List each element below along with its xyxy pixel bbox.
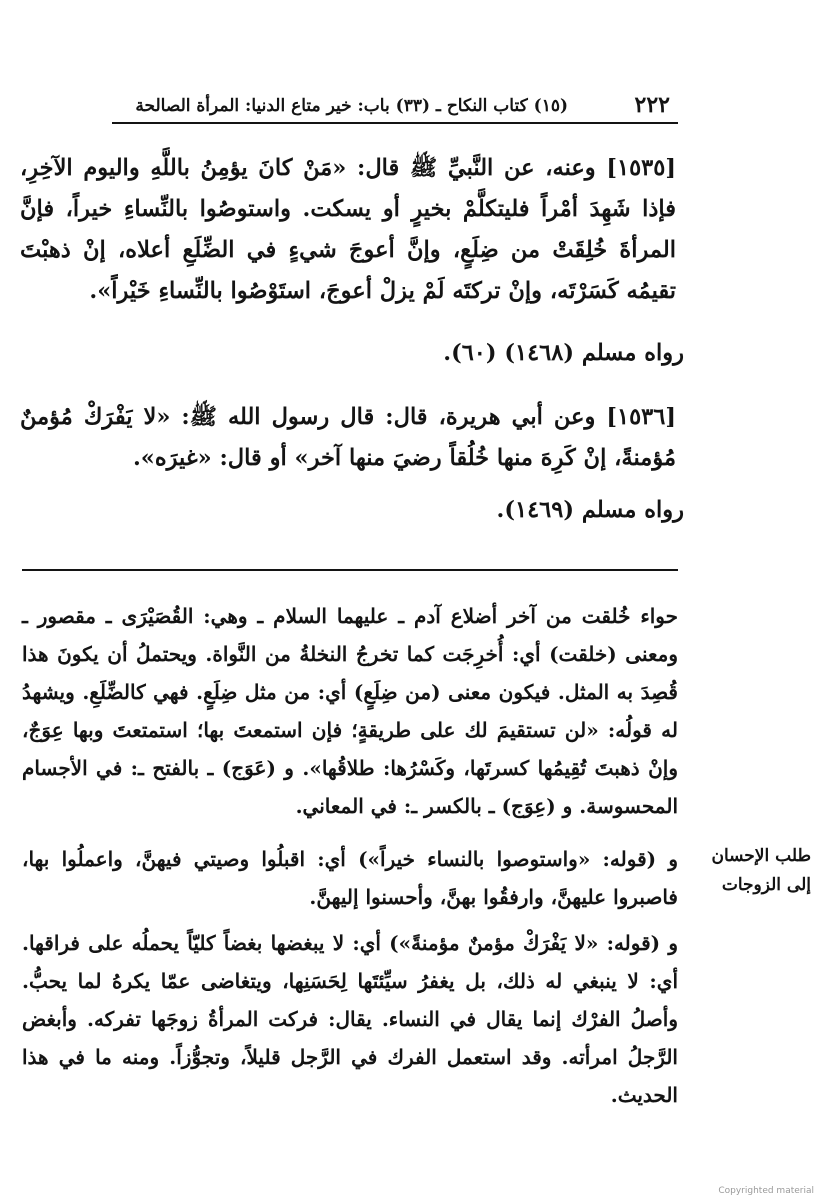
hadith-1536-text: [١٥٣٦] وعن أبي هريرة، قال: قال رسول الله ﷺ: «لا يَفْرَكْ مُؤمنٌ مُؤمنةً، إنْ كَرِهَ منها خُلُقاً رضيَ منها آخر» أو قال: «غيرَه».	[20, 404, 676, 471]
hadith-1535-text: [١٥٣٥] وعنه، عن النَّبيِّ ﷺ قال: «مَنْ كانَ يؤمِنُ باللَّهِ واليوم الآخِرِ، فإذا شَهِدَ أمْراً فليتكلَّمْ بخيرٍ أو يسكت. واستوصُوا بالنِّساءِ خيراً، فإنَّ المرأةَ خُلِقَتْ من ضِلَعٍ، وإنَّ أعوجَ شيءٍ في الضِّلَعِ أعلاه، إنْ ذهبْتَ تقيمُه كَسَرْتَه، وإنْ تركتَه لَمْ يزلْ أعوجَ، استَوْصُوا بالنِّساءِ خَيْراً».	[20, 155, 676, 304]
commentary-paragraph-2: و (قوله: «واستوصوا بالنساء خيراً») أي: اقبلُوا وصيتي فيهنَّ، واعملُوا بها، فاصبروا عليهنَّ، وارفقُوا بهنَّ، وأحسنوا إليهنَّ.	[22, 847, 678, 909]
commentary-paragraph-3: و (قوله: «لا يَفْرَكْ مؤمنٌ مؤمنةً») أي: لا يبغضها بغضاً كليّاً يحملُه على فراقها. أي: لا ينبغي له ذلك، بل يغفرُ سيِّئتَها لِحَسَنِها، ويتغاضى عمّا يكرهُ لما يحبُّ. وأصلُ الفرْك إنما يقال في النساء. يقال: فركت المرأةُ زوجَها تفركه. وأبغض الرَّجلُ امرأته. وقد استعمل الفرك في الرَّجل قليلاً، وتجوُّزاً. ومنه ما في هذا الحديث.	[22, 931, 678, 1107]
hadith-1535-source: رواه مسلم (١٤٦٨) (٦٠).	[443, 340, 684, 366]
header-title: (١٥) كتاب النكاح ـ (٣٣) باب: خير متاع الدنيا: المرأة الصالحة	[135, 96, 568, 116]
margin-note-line-2: إلى الزوجات	[721, 875, 811, 895]
page-number: ٢٢٢	[634, 92, 670, 118]
margin-note	[683, 842, 811, 900]
copyright-watermark: Copyrighted material	[718, 1186, 814, 1196]
commentary-paragraph-1: حواء خُلقت من آخر أضلاع آدم ـ عليهما السلام ـ وهي: القُصَيْرَى ـ مقصور ـ ومعنى (خلقت) أي: أُخرِجَت كما تخرجُ النخلةُ من النَّواة. ويحتملُ أن يكونَ هذا قُصِدَ به المثل. فيكون معنى (من ضِلَعٍ) أي: من مثل ضِلَعٍ. فهي كالضِّلَعِ. ويشهدُ له قولُه: «لن تستقيمَ لك على طريقةٍ؛ فإن استمعتَ بها؛ استمتعتَ وبها عِوَجٌ، وإنْ ذهبتَ تُقِيمُها كسرتَها، وكَسْرُها: طلاقُها». و (عَوَج) ـ بالفتح ـ: في الأجسام المحسوسة. و (عِوَج) ـ بالكسر ـ: في المعاني.	[22, 604, 678, 818]
margin-note-line-1: طلب الإحسان	[711, 846, 811, 866]
footnote-separator	[22, 569, 678, 571]
running-header	[112, 92, 678, 124]
hadith-1536-source: رواه مسلم (١٤٦٩).	[496, 497, 684, 523]
